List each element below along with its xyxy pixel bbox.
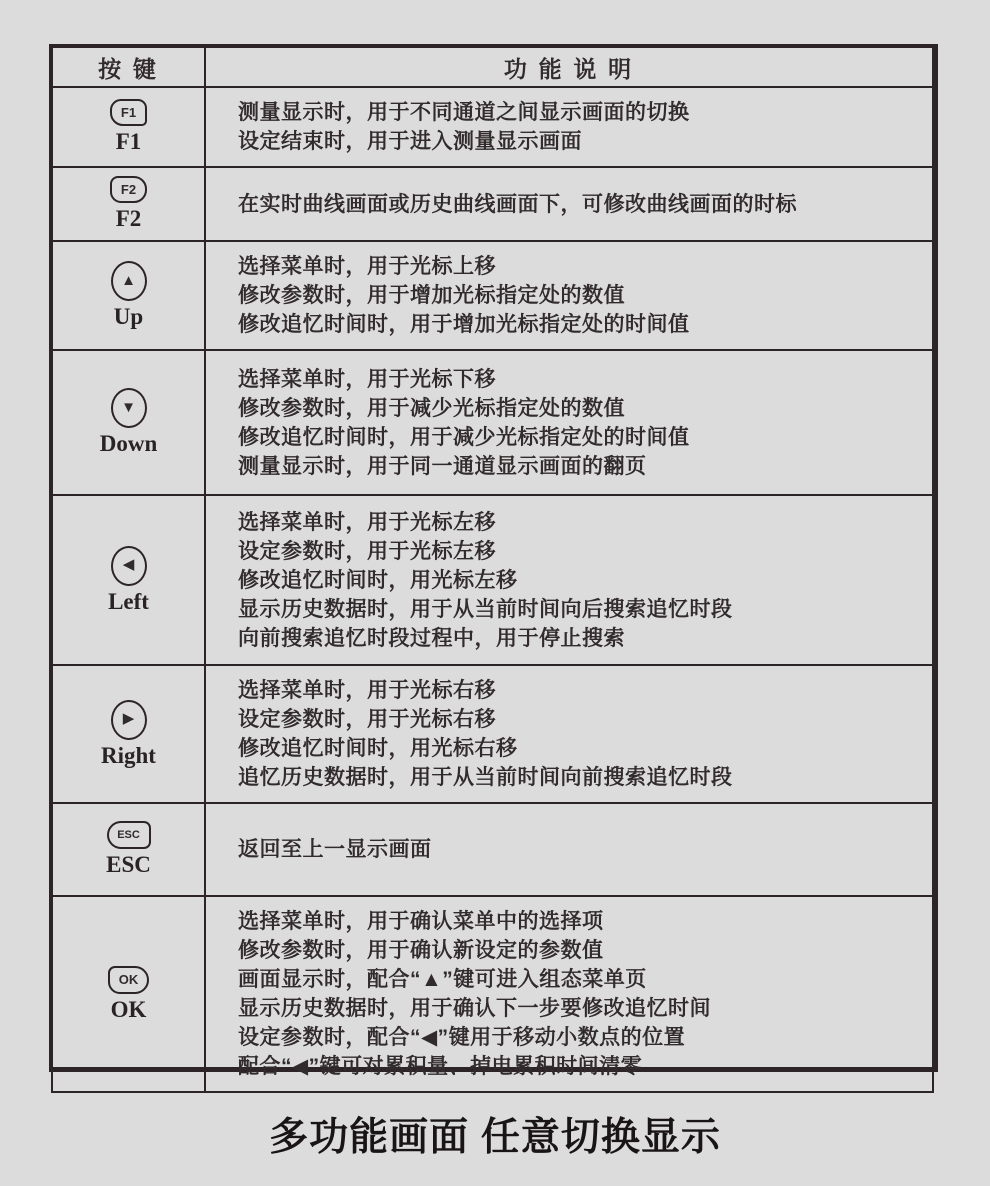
function-cell: [205, 350, 933, 495]
function-line: 追忆历史数据时，用于从当前时间向前搜索追忆时段: [238, 766, 733, 789]
table-row: [52, 87, 933, 167]
key-glyph: F2: [120, 182, 137, 197]
key-glyph: ◀: [122, 556, 135, 573]
key-cell: [52, 495, 205, 665]
function-line: 设定结束时，用于进入测量显示画面: [238, 130, 582, 153]
key-label: Right: [101, 742, 156, 768]
down-arrow-icon: [111, 388, 147, 428]
key-cell: [52, 87, 205, 167]
table-row: [52, 241, 933, 350]
function-cell: [205, 495, 933, 665]
function-line: 修改追忆时间时，用光标左移: [238, 568, 518, 592]
key-function-table-frame: [49, 44, 938, 1078]
table-body: [52, 87, 933, 1092]
f1-key-icon: [110, 99, 147, 126]
table-header-row: [52, 47, 933, 87]
key-glyph: ESC: [117, 828, 140, 841]
key-cell: [52, 241, 205, 350]
key-glyph: ▶: [122, 710, 135, 727]
right-arrow-icon: [111, 700, 147, 740]
function-line: 选择菜单时，用于确认菜单中的选择项: [238, 910, 604, 933]
function-line: 修改追忆时间时，用于减少光标指定处的时间值: [238, 425, 690, 449]
function-line: 返回至上一显示画面: [238, 838, 432, 861]
function-line: 修改追忆时间时，用于增加光标指定处的时间值: [238, 313, 690, 336]
function-cell: [205, 665, 933, 803]
function-line: 选择菜单时，用于光标上移: [238, 255, 496, 278]
table-row: [52, 495, 933, 665]
function-line: 配合“◀”键可对累积量、掉电累积时间清零: [238, 1055, 643, 1078]
function-cell: [205, 241, 933, 350]
key-glyph: F1: [120, 105, 137, 120]
function-line: 测量显示时，用于同一通道显示画面的翻页: [238, 454, 647, 478]
key-label: F2: [115, 206, 142, 231]
key-cell: [52, 665, 205, 803]
header-function-column: 功 能 说 明: [205, 47, 933, 87]
function-line: 向前搜索追忆时段过程中，用于停止搜索: [238, 626, 625, 650]
function-line: 选择菜单时，用于光标右移: [238, 679, 496, 702]
table-row: [52, 665, 933, 803]
function-line: 选择菜单时，用于光标下移: [238, 367, 496, 391]
table-row: [52, 350, 933, 495]
table-row: [52, 167, 933, 241]
function-line: 修改参数时，用于确认新设定的参数值: [238, 939, 604, 962]
function-line: 设定参数时，用于光标右移: [238, 708, 496, 731]
function-line: 画面显示时，配合“▲”键可进入组态菜单页: [238, 968, 647, 991]
key-function-table: [51, 46, 934, 1093]
function-cell: [205, 167, 933, 241]
function-cell: [205, 896, 933, 1092]
key-label: OK: [110, 996, 147, 1022]
function-line: 显示历史数据时，用于确认下一步要修改追忆时间: [238, 997, 711, 1020]
function-line: 修改参数时，用于增加光标指定处的数值: [238, 284, 625, 307]
key-label: Up: [113, 304, 144, 329]
left-arrow-icon: [111, 546, 147, 586]
ok-key-icon: [108, 966, 149, 994]
up-arrow-icon: [111, 261, 147, 301]
esc-key-icon: [107, 821, 151, 849]
key-glyph: ▼: [121, 398, 136, 416]
function-line: 显示历史数据时，用于从当前时间向后搜索追忆时段: [238, 597, 733, 621]
key-cell: [52, 167, 205, 241]
function-line: 设定参数时，配合“◀”键用于移动小数点的位置: [238, 1026, 686, 1049]
function-cell: [205, 803, 933, 896]
key-glyph: OK: [118, 972, 139, 987]
key-label: ESC: [106, 852, 151, 877]
key-cell: [52, 350, 205, 495]
function-line: 修改追忆时间时，用光标右移: [238, 737, 518, 760]
function-line: 选择菜单时，用于光标左移: [238, 510, 496, 534]
function-line: 修改参数时，用于减少光标指定处的数值: [238, 396, 625, 420]
header-key-column: 按 键: [52, 47, 205, 87]
function-line: 测量显示时，用于不同通道之间显示画面的切换: [238, 101, 690, 124]
key-cell: [52, 896, 205, 1092]
key-cell: [52, 803, 205, 896]
key-glyph: ▲: [121, 271, 136, 289]
function-line: 在实时曲线画面或历史曲线画面下，可修改曲线画面的时标: [238, 192, 797, 216]
table-row: [52, 803, 933, 896]
key-label: Left: [108, 588, 149, 614]
table-row: [52, 896, 933, 1092]
function-line: 设定参数时，用于光标左移: [238, 539, 496, 563]
function-cell: [205, 87, 933, 167]
key-label: F1: [115, 129, 142, 154]
f2-key-icon: [110, 176, 147, 203]
bottom-heading: 多功能画面 任意切换显示: [269, 1116, 721, 1159]
key-label: Down: [99, 431, 158, 456]
